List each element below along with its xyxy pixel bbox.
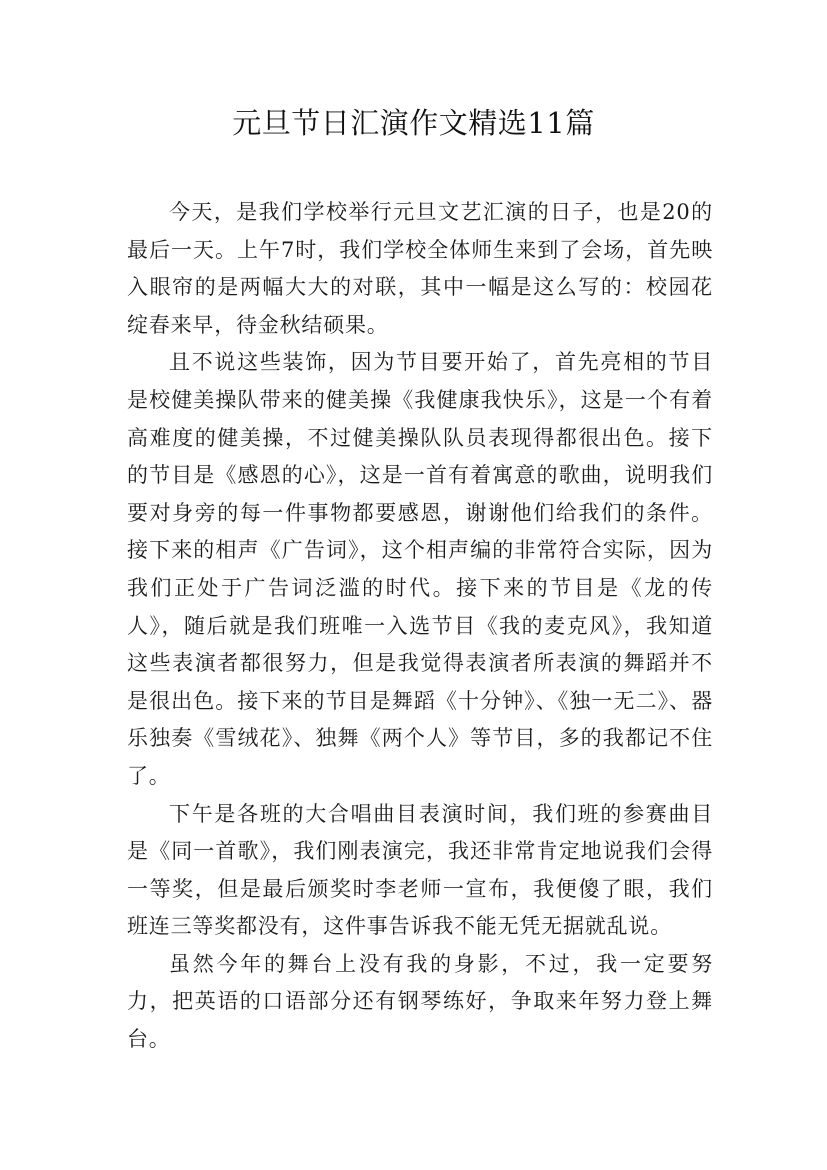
document-body <box>127 194 713 1059</box>
document-title: 元旦节日汇演作文精选11篇 <box>232 106 595 140</box>
paragraph-3: 下午是各班的大合唱曲目表演时间，我们班的参赛曲目是《同一首歌》，我们刚表演完，我还非常肯定地说我们会得一等奖，但是最后颁奖时李老师一宣布，我便傻了眼，我们班连三等奖都没有，这件事告诉我不能无凭无据就乱说。 <box>127 801 713 939</box>
paragraph-4: 虽然今年的舞台上没有我的身影，不过，我一定要努力，把英语的口语部分还有钢琴练好，争取来年努力登上舞台。 <box>127 951 713 1052</box>
paragraph-2: 且不说这些装饰，因为节目要开始了，首先亮相的节目是校健美操队带来的健美操《我健康我快乐》，这是一个有着高难度的健美操，不过健美操队队员表现得都很出色。接下的节目是《感恩的心》，这是一首有着寓意的歌曲，说明我们要对身旁的每一件事物都要感恩，谢谢他们给我们的条件。接下来的相声《广告词》，这个相声编的非常符合实际，因为我们正处于广告词泛滥的时代。接下来的节目是《龙的传人》，随后就是我们班唯一入选节目《我的麦克风》，我知道这些表演者都很努力，但是我觉得表演者所表演的舞蹈并不是很出色。接下来的节目是舞蹈《十分钟》、《独一无二》、器乐独奏《雪绒花》、独舞《两个人》等节目，多的我都记不住了。 <box>127 350 713 788</box>
paragraph-1: 今天，是我们学校举行元旦文艺汇演的日子，也是20的最后一天。上午7时，我们学校全体师生来到了会场，首先映入眼帘的是两幅大大的对联，其中一幅是这么写的：校园花绽春来早，待金秋结硕果。 <box>127 200 713 337</box>
